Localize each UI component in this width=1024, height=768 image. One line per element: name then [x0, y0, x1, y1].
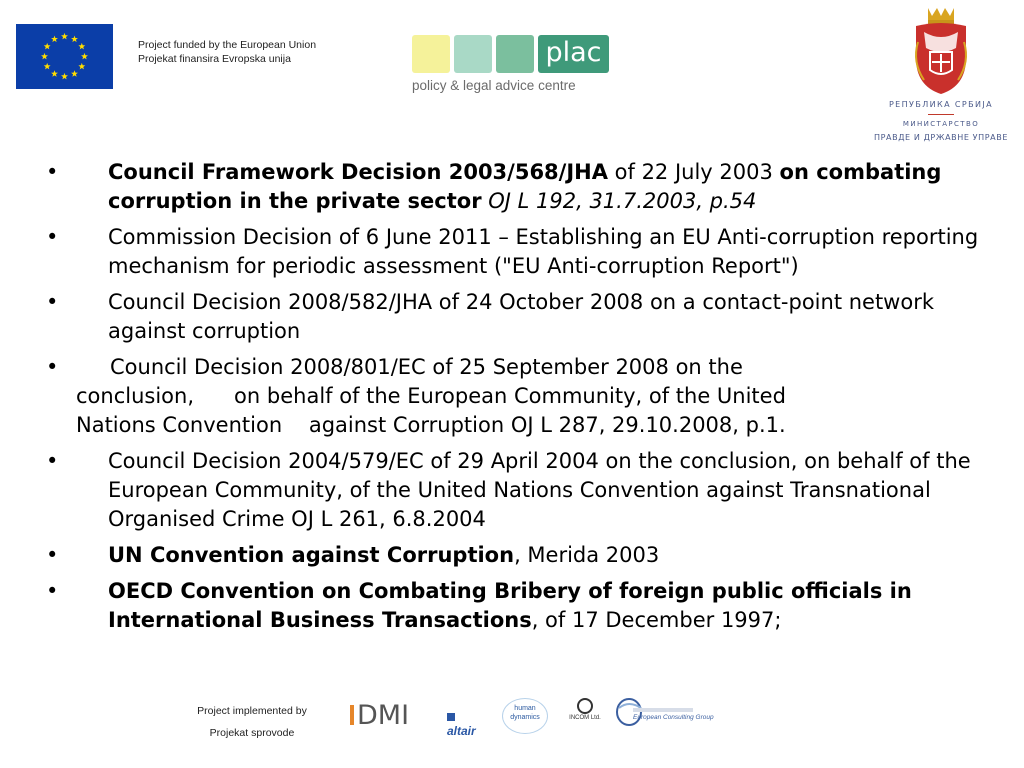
plac-wordmark: plac: [538, 35, 609, 73]
plac-tagline: policy & legal advice centre: [412, 78, 576, 93]
implemented-by-note: [172, 700, 332, 744]
implemented-line-en: Project implemented by: [197, 705, 307, 717]
item-text: Commission Decision of 6 June 2011 – Establishing an EU Anti-corruption reporting mechanism for periodic assessment ("EU Anti-corruption Report"): [108, 225, 979, 278]
item-title: UN Convention against Corruption: [108, 543, 515, 567]
altair-wordmark: altair: [447, 724, 476, 738]
ministry-divider: [928, 114, 954, 115]
incom-mark-icon: [577, 698, 593, 714]
bullet: •: [46, 543, 59, 567]
list-item: [0, 577, 1000, 635]
list-item: [0, 158, 1000, 216]
list-item: [0, 223, 1000, 281]
ministry-title: МИНИСТАРСТВО: [902, 120, 980, 128]
funding-note: [138, 38, 316, 66]
funded-line-en: Project funded by the European Union: [138, 39, 317, 51]
ministry-republic: РЕПУБЛИКА СРБИЈА: [888, 100, 994, 109]
item-line: conclusion, on behalf of the European Community, of the United: [76, 384, 786, 408]
incom-logo: [562, 698, 608, 721]
dmi-logo: [350, 700, 409, 731]
bullet: •: [46, 290, 59, 314]
eu-star-icon: [78, 63, 85, 70]
funded-line-sr: Projekat finansira Evropska unija: [138, 53, 291, 65]
item-title: Council Framework Decision 2003/568/JHA: [108, 160, 608, 184]
eu-star-icon: [51, 36, 58, 43]
altair-logo: [447, 710, 476, 738]
list-item: [0, 541, 1000, 570]
bullet: •: [46, 579, 59, 603]
incom-wordmark: INCOM Ltd.: [569, 715, 601, 721]
human-dynamics-logo: [502, 698, 548, 734]
altair-mark-icon: [447, 713, 455, 721]
item-detail: , Merida 2003: [514, 543, 660, 567]
list-item: [0, 288, 1000, 346]
eu-star-icon: [81, 53, 88, 60]
item-title: OECD Convention on Combating Bribery of foreign public officials in International Business Transactions: [108, 579, 912, 632]
bullet: •: [46, 355, 59, 379]
plac-square-yellow: [412, 35, 450, 73]
ecg-wordmark: European Consulting Group: [633, 714, 714, 721]
eu-star-icon: [78, 43, 85, 50]
item-reference: OJ L 192, 31.7.2003, p.54: [481, 189, 757, 213]
bullet: •: [46, 225, 59, 249]
ecg-logo: [615, 696, 714, 732]
ministry-logo: [858, 0, 1024, 150]
bullet: •: [46, 160, 59, 184]
eu-star-icon: [71, 36, 78, 43]
eu-star-icon: [41, 53, 48, 60]
item-date: of 22 July 2003: [607, 160, 780, 184]
list-item: [0, 353, 1000, 440]
plac-square-mint: [454, 35, 492, 73]
human-dynamics-wordmark: human dynamics: [510, 705, 540, 721]
bullet: •: [46, 449, 59, 473]
implemented-line-sr: Projekat sprovode: [209, 727, 295, 739]
item-line: Council Decision 2008/801/EC of 25 September 2008 on the: [110, 355, 743, 379]
plac-logo: [410, 33, 620, 99]
item-subject: on combating corruption in the private sector: [108, 160, 942, 213]
eu-star-icon: [71, 70, 78, 77]
item-line: Nations Convention against Corruption OJ L 287, 29.10.2008, p.1.: [76, 413, 786, 437]
serbian-coat-of-arms-icon: [910, 2, 972, 96]
eu-star-icon: [51, 70, 58, 77]
eu-star-icon: [61, 73, 68, 80]
plac-square-green: [496, 35, 534, 73]
ministry-name: ПРАВДЕ И ДРЖАВНЕ УПРАВЕ: [874, 133, 1008, 142]
eu-star-icon: [61, 33, 68, 40]
dmi-wordmark: DMI: [357, 700, 410, 731]
list-item: [0, 447, 1000, 534]
item-text: Council Decision 2008/582/JHA of 24 October 2008 on a contact-point network against corruption: [108, 290, 935, 343]
item-text: Council Decision 2004/579/EC of 29 April 2004 on the conclusion, on behalf of the European Community, of the United Nations Convention against Transnational Organised Crime OJ L 261, 6.8.2004: [108, 449, 971, 531]
eu-star-icon: [44, 43, 51, 50]
eu-flag-icon: [16, 24, 113, 89]
eu-star-icon: [44, 63, 51, 70]
dmi-mark-icon: [350, 705, 354, 725]
item-detail: , of 17 December 1997;: [531, 608, 782, 632]
legal-acts-list: [0, 158, 1000, 642]
